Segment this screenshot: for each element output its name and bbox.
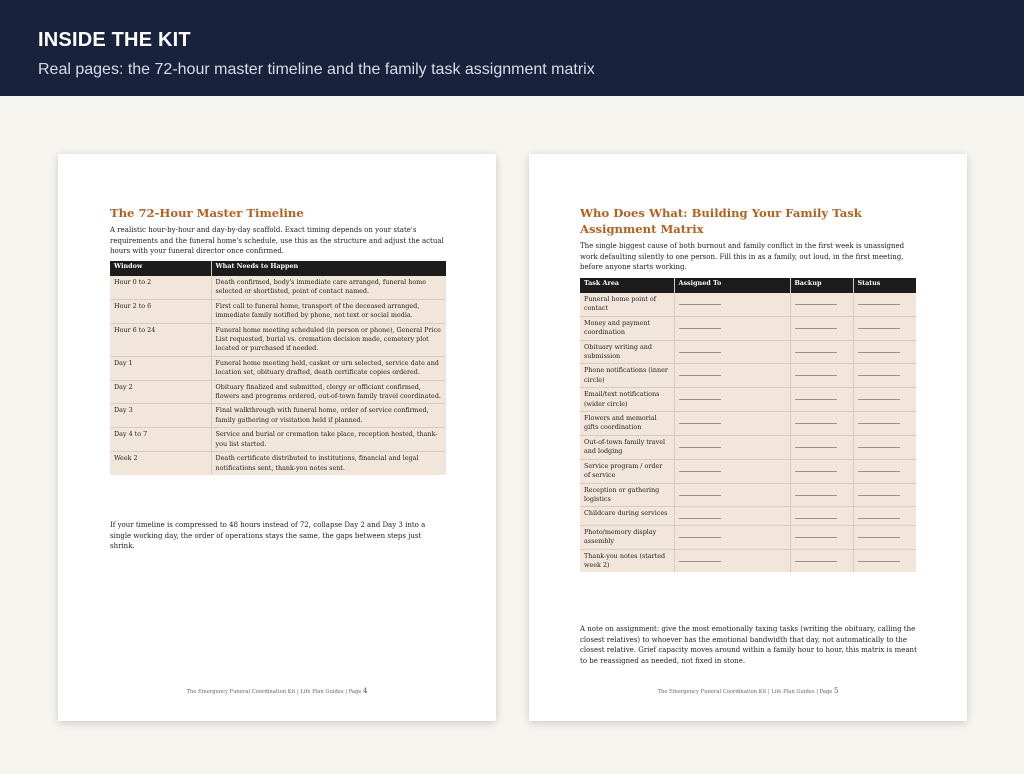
banner-subtitle: Real pages: the 72-hour master timeline and the family task assignment matrix	[38, 61, 595, 78]
assigned-to-blank	[679, 486, 721, 496]
status-cell	[853, 483, 916, 507]
page-preview-timeline	[58, 154, 496, 721]
assigned-to-blank	[679, 552, 721, 562]
footer-text: The Emergency Funeral Coordination Kit | Life Plan Guides | Page	[657, 689, 833, 695]
status-cell	[853, 340, 916, 364]
assigned-to-cell	[674, 459, 790, 483]
table-row	[110, 404, 446, 428]
backup-cell	[790, 340, 853, 364]
task-description-cell: Service and burial or cremation take place, reception hosted, thank-you list started.	[211, 428, 446, 452]
backup-cell	[790, 525, 853, 549]
status-cell	[853, 293, 916, 316]
table-row	[580, 340, 916, 364]
task-description-cell: Death confirmed, body's immediate care arranged, funeral home selected or shortlisted, point of contact named.	[211, 276, 446, 299]
status-cell	[853, 549, 916, 572]
assigned-to-cell	[674, 340, 790, 364]
backup-blank	[795, 438, 837, 448]
column-header: Task Area	[580, 278, 674, 293]
status-blank	[858, 438, 900, 448]
window-cell: Day 2	[110, 380, 211, 404]
table-row	[580, 549, 916, 572]
column-header: Backup	[790, 278, 853, 293]
status-cell	[853, 364, 916, 388]
column-header: Window	[110, 261, 211, 276]
page-title: The 72-Hour Master Timeline	[110, 206, 304, 220]
status-blank	[858, 366, 900, 376]
table-row	[110, 428, 446, 452]
status-blank	[858, 343, 900, 353]
task-area-cell: Out-of-town family travel and lodging	[580, 435, 674, 459]
task-area-cell: Childcare during services	[580, 507, 674, 525]
backup-cell	[790, 364, 853, 388]
window-cell: Day 1	[110, 356, 211, 380]
window-cell: Day 3	[110, 404, 211, 428]
backup-blank	[795, 295, 837, 305]
status-blank	[858, 319, 900, 329]
table-row	[580, 525, 916, 549]
assigned-to-cell	[674, 507, 790, 525]
window-cell: Hour 2 to 6	[110, 299, 211, 323]
backup-cell	[790, 435, 853, 459]
banner-title: INSIDE THE KIT	[38, 29, 191, 51]
backup-blank	[795, 486, 837, 496]
table-row	[110, 356, 446, 380]
table-row	[580, 316, 916, 340]
task-area-cell: Photo/memory display assembly	[580, 525, 674, 549]
status-blank	[858, 552, 900, 562]
assigned-to-blank	[679, 295, 721, 305]
backup-blank	[795, 552, 837, 562]
table-row	[580, 435, 916, 459]
closing-paragraph: If your timeline is compressed to 48 hours instead of 72, collapse Day 2 and Day 3 into a single working day, the order of operations stays the same, the gaps between steps just shrink.	[110, 521, 426, 551]
table-row	[580, 388, 916, 412]
task-description-cell: Obituary finalized and submitted, clergy or officiant confirmed, flowers and programs ordered, out-of-town family travel coordinated.	[211, 380, 446, 404]
window-cell: Day 4 to 7	[110, 428, 211, 452]
window-cell: Week 2	[110, 452, 211, 475]
page-number: 5	[834, 687, 839, 695]
task-description-cell: First call to funeral home, transport of the deceased arranged, immediate family notified by phone, not text or social media.	[211, 299, 446, 323]
table-row	[580, 459, 916, 483]
page-footer	[529, 687, 967, 695]
table-row	[110, 323, 446, 356]
intro-paragraph: The single biggest cause of both burnout and family conflict in the first week is unassigned work defaulting silently to one person. Fill this in as a family, out loud, in the first meeting, before anyone starts working.	[580, 242, 905, 272]
timeline-table	[110, 261, 446, 475]
task-description-cell: Final walkthrough with funeral home, order of service confirmed, family gathering or visitation held if planned.	[211, 404, 446, 428]
task-area-cell: Service program / order of service	[580, 459, 674, 483]
status-blank	[858, 414, 900, 424]
table-row	[110, 299, 446, 323]
task-area-cell: Thank-you notes (started week 2)	[580, 549, 674, 572]
backup-blank	[795, 390, 837, 400]
status-blank	[858, 390, 900, 400]
status-cell	[853, 412, 916, 436]
assigned-to-cell	[674, 388, 790, 412]
status-cell	[853, 525, 916, 549]
status-blank	[858, 462, 900, 472]
assigned-to-cell	[674, 549, 790, 572]
column-header: Status	[853, 278, 916, 293]
assigned-to-blank	[679, 462, 721, 472]
backup-blank	[795, 319, 837, 329]
assigned-to-cell	[674, 293, 790, 316]
assigned-to-blank	[679, 319, 721, 329]
page-preview-task-matrix	[529, 154, 967, 721]
table-row	[580, 483, 916, 507]
task-area-cell: Obituary writing and submission	[580, 340, 674, 364]
backup-blank	[795, 462, 837, 472]
backup-cell	[790, 388, 853, 412]
assigned-to-blank	[679, 366, 721, 376]
assigned-to-blank	[679, 343, 721, 353]
status-cell	[853, 459, 916, 483]
backup-blank	[795, 509, 837, 519]
task-description-cell: Funeral home meeting scheduled (in person or phone), General Price List requested, burial vs. cremation decision made, cemetery plot located or purchased if needed.	[211, 323, 446, 356]
backup-blank	[795, 414, 837, 424]
intro-paragraph: A realistic hour-by-hour and day-by-day scaffold. Exact timing depends on your state's requirements and the funeral home's schedule, use this as the structure and adjust the actual hours with your funeral director once confirmed.	[110, 226, 444, 256]
backup-cell	[790, 316, 853, 340]
status-blank	[858, 295, 900, 305]
assigned-to-cell	[674, 483, 790, 507]
backup-blank	[795, 528, 837, 538]
closing-paragraph: A note on assignment: give the most emotionally taxing tasks (writing the obituary, calling the closest relatives) to whoever has the emotional bandwidth that day, not automatically to the closest relative. Grief capacity moves around within a family hour to hour, this matrix is meant to be reassigned as needed, not fixed in stone.	[580, 625, 917, 665]
backup-cell	[790, 459, 853, 483]
assigned-to-cell	[674, 525, 790, 549]
task-area-cell: Funeral home point of contact	[580, 293, 674, 316]
task-area-cell: Reception or gathering logistics	[580, 483, 674, 507]
task-description-cell: Death certificate distributed to institutions, financial and legal notifications sent, thank-you notes sent.	[211, 452, 446, 475]
status-blank	[858, 528, 900, 538]
assigned-to-blank	[679, 528, 721, 538]
backup-blank	[795, 366, 837, 376]
table-row	[580, 507, 916, 525]
status-cell	[853, 507, 916, 525]
task-description-cell: Funeral home meeting held, casket or urn selected, service date and location set, obituary drafted, death certificate copies ordered.	[211, 356, 446, 380]
table-row	[110, 276, 446, 299]
page-footer	[58, 687, 496, 695]
task-area-cell: Money and payment coordination	[580, 316, 674, 340]
status-cell	[853, 435, 916, 459]
table-row	[580, 412, 916, 436]
assigned-to-cell	[674, 364, 790, 388]
backup-cell	[790, 293, 853, 316]
table-row	[110, 380, 446, 404]
window-cell: Hour 0 to 2	[110, 276, 211, 299]
assigned-to-blank	[679, 414, 721, 424]
footer-text: The Emergency Funeral Coordination Kit | Life Plan Guides | Page	[186, 689, 362, 695]
backup-cell	[790, 549, 853, 572]
status-blank	[858, 486, 900, 496]
backup-cell	[790, 483, 853, 507]
assigned-to-blank	[679, 438, 721, 448]
task-area-cell: Flowers and memorial gifts coordination	[580, 412, 674, 436]
task-area-cell: Email/text notifications (wider circle)	[580, 388, 674, 412]
table-row	[580, 293, 916, 316]
table-row	[110, 452, 446, 475]
assigned-to-blank	[679, 509, 721, 519]
status-blank	[858, 509, 900, 519]
column-header: What Needs to Happen	[211, 261, 446, 276]
assigned-to-cell	[674, 435, 790, 459]
backup-cell	[790, 507, 853, 525]
page-number: 4	[363, 687, 368, 695]
assigned-to-cell	[674, 316, 790, 340]
backup-cell	[790, 412, 853, 436]
task-area-cell: Phone notifications (inner circle)	[580, 364, 674, 388]
table-row	[580, 364, 916, 388]
task-matrix-table	[580, 278, 916, 572]
status-cell	[853, 316, 916, 340]
status-cell	[853, 388, 916, 412]
assigned-to-cell	[674, 412, 790, 436]
header-banner	[0, 0, 1024, 96]
column-header: Assigned To	[674, 278, 790, 293]
assigned-to-blank	[679, 390, 721, 400]
backup-blank	[795, 343, 837, 353]
window-cell: Hour 6 to 24	[110, 323, 211, 356]
page-title: Who Does What: Building Your Family Task Assignment Matrix	[580, 206, 862, 236]
